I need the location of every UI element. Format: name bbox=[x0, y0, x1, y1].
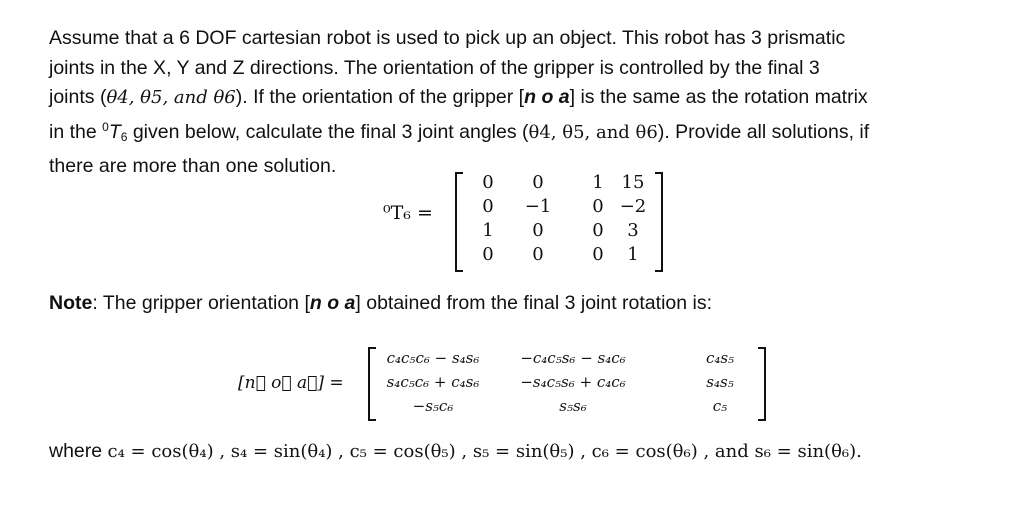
noa-cell: c₄s₅ bbox=[705, 349, 735, 367]
transform-cell: 15 bbox=[621, 172, 645, 193]
note-text-pre: : The gripper orientation [ bbox=[92, 292, 310, 314]
problem-line-3 bbox=[49, 83, 969, 113]
transform-cell: 0 bbox=[532, 220, 544, 241]
problem-line-4-post: given below, calculate the final 3 joint angles ( bbox=[127, 120, 529, 143]
transform-cell: 0 bbox=[592, 244, 604, 265]
transform-cell: −2 bbox=[619, 196, 647, 217]
joints-math: θ4, θ5, and θ6 bbox=[106, 87, 236, 108]
note-text-post: ] obtained from the final 3 joint rotation is: bbox=[355, 292, 713, 314]
transform-cell: 0 bbox=[592, 220, 604, 241]
transform-label: ⁰T₆ = bbox=[383, 202, 433, 224]
problem-line-1: Assume that a 6 DOF cartesian robot is used to pick up an object. This robot has 3 prismatic bbox=[49, 27, 846, 49]
transform-cell: 0 bbox=[532, 244, 544, 265]
noa-cell: −c₄c₅s₆ − s₄c₆ bbox=[520, 349, 626, 367]
where-prefix: where bbox=[49, 440, 108, 462]
noa-cell: s₄s₅ bbox=[706, 373, 734, 391]
t-superscript: 0 bbox=[102, 119, 109, 134]
problem-line-4 bbox=[49, 113, 969, 153]
transform-matrix bbox=[383, 172, 683, 272]
problem-statement bbox=[49, 24, 969, 182]
problem-line-3-pre: joints ( bbox=[49, 86, 107, 108]
problem-line-4-pre: in the bbox=[49, 120, 103, 143]
note-noa: n o a bbox=[309, 292, 356, 314]
noa-label: [n⃗ o⃗ a⃗] = bbox=[238, 373, 344, 393]
where-line bbox=[49, 440, 862, 463]
transform-cell: 0 bbox=[532, 172, 544, 193]
noa-cell: −s₄c₅s₆ + c₄c₆ bbox=[520, 373, 626, 391]
joints-math-2: θ4, θ5, and θ6 bbox=[528, 121, 658, 143]
transform-cell: 1 bbox=[627, 244, 639, 265]
noa-matrix bbox=[238, 345, 778, 425]
left-bracket bbox=[455, 172, 463, 272]
where-defs: c₄ = cos(θ₄) , s₄ = sin(θ₄) , c₅ = cos(θ₅) , s₅ = sin(θ₅) , c₆ = cos(θ₆) , and s₆ = sin(θ₆). bbox=[107, 441, 862, 462]
transform-cell: 1 bbox=[482, 220, 494, 241]
t-letter: T bbox=[108, 120, 121, 143]
transform-cell: 0 bbox=[482, 196, 494, 217]
noa-cell: c₄c₅c₆ − s₄s₆ bbox=[386, 349, 480, 367]
noa-cell: −s₅c₆ bbox=[412, 397, 454, 415]
noa-cell: c₅ bbox=[712, 397, 728, 415]
transform-cell: 1 bbox=[592, 172, 604, 193]
noa-cell: s₅s₆ bbox=[559, 397, 587, 415]
transform-cell: −1 bbox=[524, 196, 552, 217]
noa-bold: n o a bbox=[524, 86, 570, 108]
note-line bbox=[49, 292, 712, 315]
problem-line-3-post: ] is the same as the rotation matrix bbox=[569, 86, 868, 108]
note-label: Note bbox=[49, 292, 93, 314]
right-bracket bbox=[655, 172, 663, 272]
transform-cell: 0 bbox=[482, 172, 494, 193]
problem-line-4-end: ). Provide all solutions, if bbox=[657, 120, 870, 143]
noa-cell: s₄c₅c₆ + c₄s₆ bbox=[386, 373, 480, 391]
transform-cell: 0 bbox=[592, 196, 604, 217]
transform-cell: 3 bbox=[627, 220, 639, 241]
transform-cell: 0 bbox=[482, 244, 494, 265]
problem-line-3-mid: ). If the orientation of the gripper [ bbox=[235, 86, 525, 108]
problem-line-5: there are more than one solution. bbox=[49, 155, 337, 177]
problem-line-2: joints in the X, Y and Z directions. The orientation of the gripper is controlled by the final 3 bbox=[49, 56, 820, 79]
t-subscript: 6 bbox=[120, 129, 128, 144]
